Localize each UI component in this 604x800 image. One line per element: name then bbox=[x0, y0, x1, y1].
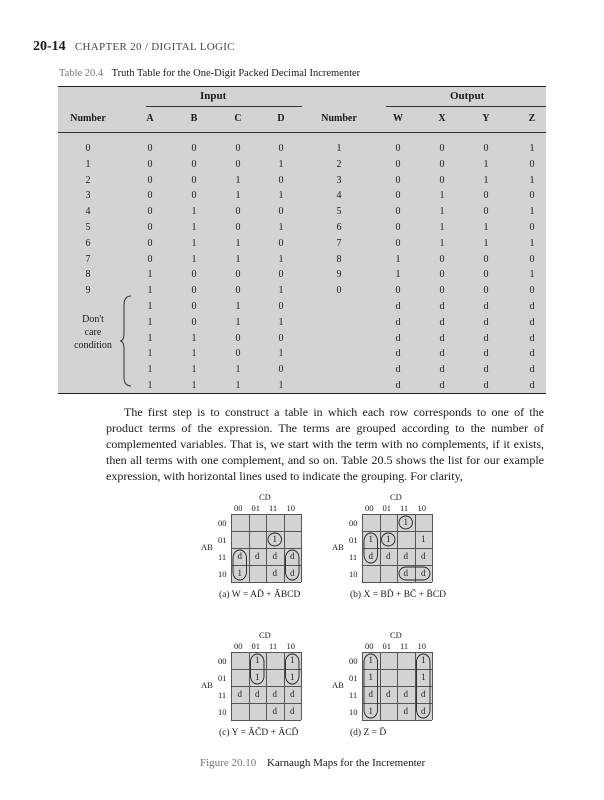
kmap-row-label: 10 bbox=[218, 707, 227, 717]
kmap-cell: d bbox=[255, 551, 260, 561]
table-cell: 9 bbox=[336, 269, 342, 281]
table-cell: 1 bbox=[529, 174, 535, 186]
kmap-cell: 1 bbox=[421, 672, 426, 682]
table-cell: 3 bbox=[85, 190, 91, 202]
table-cell: d bbox=[529, 332, 535, 344]
table-cell: 0 bbox=[395, 190, 401, 202]
table-cell: 0 bbox=[395, 174, 401, 186]
table-cell: 1 bbox=[147, 301, 153, 312]
kmap-cell: 1 bbox=[237, 568, 242, 578]
table-cell: d bbox=[483, 332, 489, 344]
table-cell: 1 bbox=[147, 269, 153, 281]
grid-line bbox=[432, 652, 433, 720]
kmap-cell: 1 bbox=[368, 655, 373, 665]
table-cell: 0 bbox=[395, 237, 401, 249]
kmap-cell: 1 bbox=[368, 534, 373, 544]
kmap-cell: 1 bbox=[290, 655, 295, 665]
kmap-cell: d bbox=[290, 689, 295, 699]
table-cell: 0 bbox=[278, 269, 284, 281]
table-cell: 1 bbox=[147, 348, 153, 360]
grid-line bbox=[362, 582, 432, 583]
dont-care-line-1: Don't bbox=[82, 314, 104, 325]
table-cell: d bbox=[395, 301, 401, 312]
table-cell: 1 bbox=[235, 316, 241, 328]
table-cell: 1 bbox=[336, 143, 342, 154]
table-cell: 0 bbox=[278, 301, 284, 312]
table-cell: 1 bbox=[235, 364, 241, 376]
kmap-col-var: CD bbox=[390, 630, 402, 640]
table-cell: 0 bbox=[191, 301, 197, 312]
table-cell: d bbox=[483, 301, 489, 312]
table-cell: 1 bbox=[147, 316, 153, 328]
table-cell: 1 bbox=[147, 380, 153, 391]
kmap-cell: d bbox=[272, 706, 277, 716]
table-cell: 1 bbox=[147, 332, 153, 344]
table-cell: d bbox=[529, 301, 535, 312]
table-cell: 1 bbox=[439, 190, 445, 202]
table-cell: 0 bbox=[529, 285, 535, 297]
kmap-col-label: 01 bbox=[251, 503, 260, 513]
kmap-cell: d bbox=[255, 689, 260, 699]
table-cell: 0 bbox=[278, 206, 284, 218]
table-cell: d bbox=[439, 332, 445, 344]
kmap-cell: d bbox=[403, 568, 408, 578]
table-cell: 3 bbox=[336, 174, 342, 186]
kmap-cell: 1 bbox=[255, 672, 260, 682]
kmap-row-label: 00 bbox=[218, 656, 227, 666]
table-cell: 1 bbox=[235, 253, 241, 265]
table-cell: 1 bbox=[529, 143, 535, 154]
table-cell: d bbox=[395, 348, 401, 360]
table-cell: 0 bbox=[191, 143, 197, 154]
table-cell: 0 bbox=[235, 332, 241, 344]
table-cell: 1 bbox=[439, 222, 445, 233]
kmap-row-label: 00 bbox=[349, 656, 358, 666]
column-header: Z bbox=[528, 113, 536, 124]
table-cell: 5 bbox=[336, 206, 342, 218]
column-header: Number bbox=[321, 113, 357, 124]
kmap-cell: d bbox=[237, 689, 242, 699]
grid-line bbox=[362, 548, 432, 549]
table-cell: 1 bbox=[529, 237, 535, 249]
output-group-rule bbox=[386, 106, 546, 107]
table-cell: 0 bbox=[147, 206, 153, 218]
table-cell: d bbox=[395, 380, 401, 391]
table-cell: d bbox=[395, 316, 401, 328]
kmap-cell: 1 bbox=[421, 534, 426, 544]
table-cell: 0 bbox=[278, 332, 284, 344]
kmap-row-label: 00 bbox=[218, 518, 227, 528]
table-cell: 0 bbox=[147, 253, 153, 265]
kmap-cell: d bbox=[237, 551, 242, 561]
table-cell: 0 bbox=[483, 269, 489, 281]
kmap-caption: (a) W = AD̄ + ĀBCD bbox=[219, 590, 301, 600]
dont-care-brace bbox=[120, 295, 134, 387]
table-cell: 0 bbox=[191, 285, 197, 297]
table-cell: 1 bbox=[191, 222, 197, 233]
kmap-row-label: 01 bbox=[349, 535, 358, 545]
kmap-cell: d bbox=[421, 551, 426, 561]
dont-care-label bbox=[68, 313, 118, 352]
table-cell: 0 bbox=[395, 158, 401, 170]
table-cell: 0 bbox=[439, 269, 445, 281]
running-header bbox=[33, 38, 235, 55]
table-cell: 9 bbox=[85, 285, 91, 297]
column-header: Y bbox=[482, 113, 490, 124]
kmap-row-label: 11 bbox=[349, 690, 358, 700]
kmap-row-var: AB bbox=[332, 542, 344, 552]
kmap-row-var: AB bbox=[201, 542, 213, 552]
table-cell: 8 bbox=[85, 269, 91, 281]
table-cell: 1 bbox=[529, 206, 535, 218]
table-cell: 1 bbox=[147, 285, 153, 297]
table-cell: 0 bbox=[147, 143, 153, 154]
kmap-cell: d bbox=[272, 551, 277, 561]
kmap-col-label: 10 bbox=[286, 641, 295, 651]
table-cell: 0 bbox=[529, 222, 535, 233]
table-cell: 1 bbox=[235, 301, 241, 312]
table-cell: 0 bbox=[278, 174, 284, 186]
column-header: W bbox=[393, 113, 403, 124]
kmap-caption: (c) Y = ĀC̄D + ĀCD̄ bbox=[219, 728, 299, 738]
kmap-col-var: CD bbox=[259, 492, 271, 502]
table-cell: 1 bbox=[191, 380, 197, 391]
table-cell: 1 bbox=[483, 222, 489, 233]
kmap-cell: d bbox=[368, 689, 373, 699]
table-cell: 5 bbox=[85, 222, 91, 233]
kmap-cell: d bbox=[290, 551, 295, 561]
kmap-row-label: 11 bbox=[349, 552, 358, 562]
kmap-row-label: 01 bbox=[218, 673, 227, 683]
table-cell: d bbox=[439, 301, 445, 312]
kmap-col-label: 00 bbox=[234, 641, 243, 651]
kmap-cell: 1 bbox=[368, 706, 373, 716]
dont-care-line-2: care bbox=[84, 327, 102, 338]
kmap-cell: d bbox=[290, 568, 295, 578]
table-cell: 1 bbox=[235, 237, 241, 249]
table-cell: 0 bbox=[147, 237, 153, 249]
kmap-cell: d bbox=[421, 689, 426, 699]
kmap-row-var: AB bbox=[332, 680, 344, 690]
table-cell: 1 bbox=[278, 190, 284, 202]
figure-caption bbox=[200, 757, 425, 769]
kmap-cell: d bbox=[403, 551, 408, 561]
table-cell: 0 bbox=[235, 143, 241, 154]
kmap-cell: d bbox=[386, 689, 391, 699]
table-cell: 0 bbox=[147, 174, 153, 186]
table-cell: 1 bbox=[483, 158, 489, 170]
table-cell: 0 bbox=[529, 190, 535, 202]
table-cell: 0 bbox=[529, 253, 535, 265]
table-cell: 0 bbox=[439, 174, 445, 186]
kmap-caption: (b) X = BD̄ + BC̄ + B̄CD bbox=[350, 590, 447, 600]
table-cell: d bbox=[395, 332, 401, 344]
input-group-header: Input bbox=[200, 90, 227, 102]
table-cell: d bbox=[395, 364, 401, 376]
kmap-row-label: 01 bbox=[349, 673, 358, 683]
kmap-cell: 1 bbox=[421, 655, 426, 665]
table-cell: 0 bbox=[483, 206, 489, 218]
table-label: Table 20.4 bbox=[59, 68, 104, 79]
table-cell: 0 bbox=[439, 253, 445, 265]
table-cell: 1 bbox=[191, 237, 197, 249]
grid-line bbox=[362, 703, 432, 704]
table-cell: 0 bbox=[235, 269, 241, 281]
figure-title: Karnaugh Maps for the Incrementer bbox=[266, 757, 426, 769]
kmap-row-label: 01 bbox=[218, 535, 227, 545]
paragraph-text: The first step is to construct a table in which each row corresponds to one of the product terms of the expression. The terms are grouped according to the number of complemented variables. That is, we start with the term with no complements, if it exists, then all terms with one complement, and so on. Table 20.5 shows the list for our example expression, with horizontal lines used to indicate the grouping. For clarity, bbox=[106, 405, 544, 483]
kmap-cell: d bbox=[368, 551, 373, 561]
table-cell: 0 bbox=[235, 206, 241, 218]
kmap-col-label: 11 bbox=[400, 641, 409, 651]
column-header: Number bbox=[70, 113, 106, 124]
table-cell: 1 bbox=[278, 158, 284, 170]
table-cell: 0 bbox=[483, 285, 489, 297]
kmap-col-var: CD bbox=[390, 492, 402, 502]
kmap-cell: 1 bbox=[290, 672, 295, 682]
figure-label: Figure 20.10 bbox=[200, 757, 257, 769]
table-cell: 0 bbox=[235, 285, 241, 297]
table-cell: 0 bbox=[395, 143, 401, 154]
kmap-col-label: 11 bbox=[269, 503, 278, 513]
column-header: A bbox=[146, 113, 154, 124]
table-cell: 0 bbox=[191, 190, 197, 202]
kmap-col-label: 00 bbox=[365, 641, 374, 651]
table-cell: 1 bbox=[278, 380, 284, 391]
table-cell: 0 bbox=[483, 253, 489, 265]
kmap-col-label: 10 bbox=[286, 503, 295, 513]
kmap-col-label: 10 bbox=[417, 503, 426, 513]
table-cell: 0 bbox=[85, 143, 91, 154]
table-cell: d bbox=[439, 316, 445, 328]
kmap-col-label: 01 bbox=[382, 503, 391, 513]
table-cell: d bbox=[439, 364, 445, 376]
kmap-row-var: AB bbox=[201, 680, 213, 690]
column-header: C bbox=[234, 113, 242, 124]
kmap-col-label: 11 bbox=[269, 641, 278, 651]
table-cell: 2 bbox=[85, 174, 91, 186]
kmap-cell: d bbox=[403, 689, 408, 699]
table-cell: 2 bbox=[336, 158, 342, 170]
table-cell: 0 bbox=[483, 190, 489, 202]
table-cell: 0 bbox=[439, 158, 445, 170]
table-cell: d bbox=[483, 316, 489, 328]
body-paragraph bbox=[106, 404, 544, 484]
kmap-cell: 1 bbox=[272, 534, 277, 544]
grid-line bbox=[231, 720, 301, 721]
kmap-col-label: 10 bbox=[417, 641, 426, 651]
table-cell: 0 bbox=[529, 158, 535, 170]
table-cell: 0 bbox=[336, 285, 342, 297]
table-cell: d bbox=[529, 348, 535, 360]
table-cell: 0 bbox=[395, 285, 401, 297]
output-group-header: Output bbox=[450, 90, 485, 102]
table-cell: 7 bbox=[336, 237, 342, 249]
kmap-col-label: 01 bbox=[382, 641, 391, 651]
kmap-cell: 1 bbox=[255, 655, 260, 665]
table-cell: 1 bbox=[278, 348, 284, 360]
table-cell: 1 bbox=[147, 364, 153, 376]
table-cell: d bbox=[529, 316, 535, 328]
table-cell: 1 bbox=[278, 316, 284, 328]
grid-line bbox=[231, 582, 301, 583]
table-cell: 0 bbox=[191, 316, 197, 328]
kmap-cell: d bbox=[403, 706, 408, 716]
page-number: 20-14 bbox=[33, 39, 66, 54]
table-cell: d bbox=[483, 364, 489, 376]
table-cell: 1 bbox=[529, 269, 535, 281]
table-cell: 1 bbox=[483, 174, 489, 186]
chapter-title: CHAPTER 20 / DIGITAL LOGIC bbox=[74, 41, 235, 53]
table-cell: 6 bbox=[85, 237, 91, 249]
table-cell: 8 bbox=[336, 253, 342, 265]
table-cell: 1 bbox=[235, 174, 241, 186]
table-cell: 0 bbox=[395, 222, 401, 233]
kmap-col-label: 11 bbox=[400, 503, 409, 513]
table-cell: d bbox=[529, 364, 535, 376]
table-cell: 1 bbox=[439, 206, 445, 218]
table-cell: 0 bbox=[278, 143, 284, 154]
kmap-cell: d bbox=[421, 568, 426, 578]
table-caption bbox=[59, 68, 360, 79]
table-cell: 1 bbox=[235, 380, 241, 391]
grid-line bbox=[362, 686, 432, 687]
table-cell: d bbox=[483, 380, 489, 391]
table-cell: 1 bbox=[395, 253, 401, 265]
kmap-cell: 1 bbox=[368, 672, 373, 682]
kmap-row-label: 11 bbox=[218, 690, 227, 700]
kmap-col-label: 00 bbox=[234, 503, 243, 513]
table-cell: 1 bbox=[85, 158, 91, 170]
table-cell: 0 bbox=[235, 222, 241, 233]
kmap-cell: d bbox=[386, 551, 391, 561]
kmap-row-label: 11 bbox=[218, 552, 227, 562]
table-cell: d bbox=[483, 348, 489, 360]
kmap-row-label: 10 bbox=[349, 569, 358, 579]
table-cell: d bbox=[529, 380, 535, 391]
grid-line bbox=[301, 652, 302, 720]
table-cell: 1 bbox=[395, 269, 401, 281]
table-cell: 1 bbox=[439, 237, 445, 249]
kmap-row-label: 10 bbox=[218, 569, 227, 579]
table-cell: 0 bbox=[191, 269, 197, 281]
grid-line bbox=[231, 686, 301, 687]
grid-line bbox=[231, 565, 301, 566]
kmap-cell: d bbox=[272, 568, 277, 578]
table-cell: d bbox=[439, 380, 445, 391]
column-header: D bbox=[277, 113, 285, 124]
grid-line bbox=[231, 703, 301, 704]
kmap-cell: 1 bbox=[403, 517, 408, 527]
grid-line bbox=[362, 720, 432, 721]
header-rule bbox=[58, 132, 546, 133]
kmap-cell: d bbox=[272, 689, 277, 699]
table-cell: 0 bbox=[147, 222, 153, 233]
kmap-cell: 1 bbox=[386, 534, 391, 544]
kmap-row-label: 00 bbox=[349, 518, 358, 528]
table-cell: 1 bbox=[191, 348, 197, 360]
table-cell: 0 bbox=[439, 285, 445, 297]
kmap-col-var: CD bbox=[259, 630, 271, 640]
table-cell: 6 bbox=[336, 222, 342, 233]
kmap-col-label: 01 bbox=[251, 641, 260, 651]
kmap-caption: (d) Z = D̄ bbox=[350, 728, 387, 738]
kmap-cell: d bbox=[421, 706, 426, 716]
kmap-row-label: 10 bbox=[349, 707, 358, 717]
column-header: B bbox=[190, 113, 198, 124]
table-cell: 1 bbox=[191, 253, 197, 265]
dont-care-line-3: condition bbox=[74, 340, 112, 351]
grid-line bbox=[362, 565, 432, 566]
table-cell: 0 bbox=[191, 174, 197, 186]
table-cell: 4 bbox=[336, 190, 342, 202]
table-title: Truth Table for the One-Digit Packed Decimal Incrementer bbox=[111, 68, 361, 79]
kmap-cell: d bbox=[290, 706, 295, 716]
table-cell: 0 bbox=[235, 158, 241, 170]
table-cell: 0 bbox=[278, 237, 284, 249]
table-cell: 7 bbox=[85, 253, 91, 265]
table-cell: d bbox=[439, 348, 445, 360]
table-cell: 0 bbox=[483, 143, 489, 154]
table-cell: 4 bbox=[85, 206, 91, 218]
table-cell: 0 bbox=[235, 348, 241, 360]
table-cell: 0 bbox=[278, 364, 284, 376]
input-group-rule bbox=[146, 106, 302, 107]
grid-line bbox=[231, 548, 301, 549]
table-cell: 1 bbox=[483, 237, 489, 249]
kmap-col-label: 00 bbox=[365, 503, 374, 513]
truth-table bbox=[58, 86, 546, 394]
grid-line bbox=[301, 514, 302, 582]
table-cell: 1 bbox=[191, 332, 197, 344]
table-cell: 0 bbox=[395, 206, 401, 218]
column-header: X bbox=[438, 113, 446, 124]
table-cell: 0 bbox=[191, 158, 197, 170]
table-cell: 0 bbox=[147, 190, 153, 202]
grid-line bbox=[432, 514, 433, 582]
table-cell: 1 bbox=[278, 222, 284, 233]
table-cell: 1 bbox=[278, 253, 284, 265]
table-cell: 0 bbox=[147, 158, 153, 170]
table-cell: 1 bbox=[278, 285, 284, 297]
table-cell: 1 bbox=[235, 190, 241, 202]
table-cell: 1 bbox=[191, 364, 197, 376]
table-cell: 0 bbox=[439, 143, 445, 154]
table-cell: 1 bbox=[191, 206, 197, 218]
